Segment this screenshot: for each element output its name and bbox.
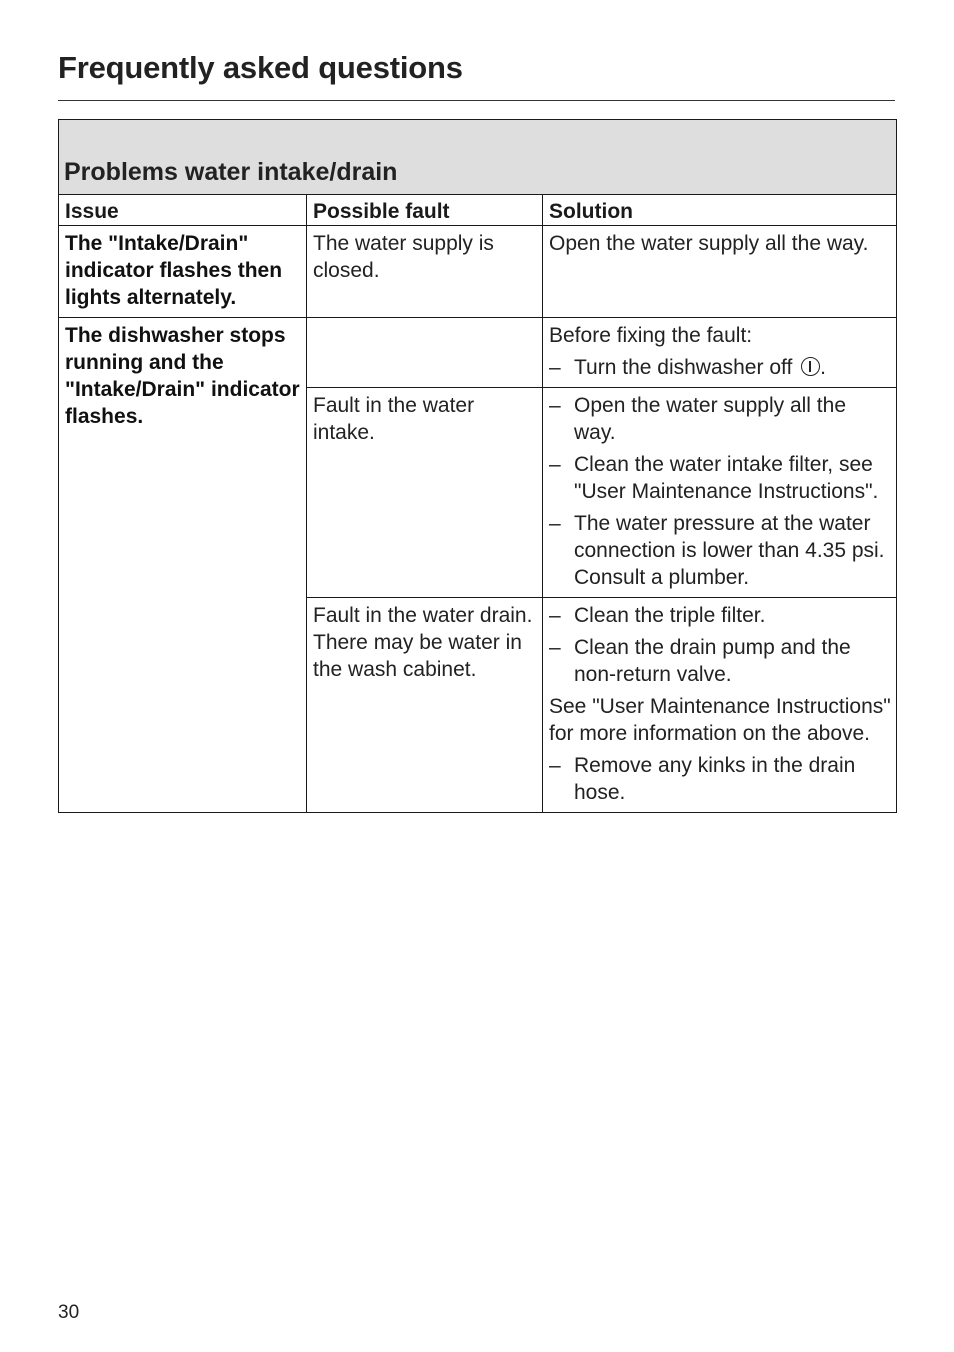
dash-bullet: – <box>549 356 561 379</box>
dash-bullet: – <box>549 604 561 627</box>
table-row <box>59 226 897 318</box>
list-item-text: Turn the dishwasher off <box>574 356 793 379</box>
section-header-row <box>59 120 897 195</box>
page-title: Frequently asked questions <box>58 50 463 85</box>
column-header-issue: Issue <box>59 195 307 226</box>
dash-bullet: – <box>549 394 561 417</box>
solution-list <box>549 752 891 806</box>
solution-cell <box>543 318 897 388</box>
issue-cell: The "Intake/Drain" indicator flashes then lights alternately. <box>59 226 307 318</box>
solution-list <box>549 602 891 688</box>
dash-bullet: – <box>549 754 561 777</box>
solution-list <box>549 392 891 591</box>
faq-table <box>58 119 897 813</box>
list-item <box>549 451 891 505</box>
list-item <box>549 510 891 591</box>
solution-intro: Before fixing the fault: <box>549 324 753 347</box>
list-item-text: Clean the triple filter. <box>574 604 766 627</box>
fault-line: There may be water in the wash cabinet. <box>313 631 522 681</box>
list-item <box>549 354 891 381</box>
title-divider <box>58 100 895 101</box>
power-icon <box>801 357 820 376</box>
list-item-text: Clean the drain pump and the non-return valve. <box>574 636 851 686</box>
solution-list <box>549 354 891 381</box>
solution-note: See "User Maintenance Instructions" for more information on the above. <box>549 695 891 745</box>
solution-cell <box>543 598 897 813</box>
section-title: Problems water intake/drain <box>59 120 897 195</box>
page-number: 30 <box>58 1302 80 1323</box>
fault-cell: The water supply is closed. <box>307 226 543 318</box>
list-item <box>549 752 891 806</box>
list-item <box>549 392 891 446</box>
list-item-period: . <box>820 356 826 379</box>
list-item-text: Open the water supply all the way. <box>574 394 846 444</box>
fault-line: Fault in the water drain. <box>313 604 533 627</box>
column-header-fault: Possible fault <box>307 195 543 226</box>
solution-cell: Open the water supply all the way. <box>543 226 897 318</box>
list-item-text: Clean the water intake filter, see "User Maintenance Instructions". <box>574 453 879 503</box>
list-item <box>549 602 891 629</box>
dash-bullet: – <box>549 453 561 476</box>
list-item-text: Remove any kinks in the drain hose. <box>574 754 856 804</box>
solution-cell <box>543 388 897 598</box>
column-header-solution: Solution <box>543 195 897 226</box>
issue-cell: The dishwasher stops running and the "Intake/Drain" indicator flashes. <box>59 318 307 813</box>
fault-cell-empty <box>307 318 543 388</box>
list-item <box>549 634 891 688</box>
column-header-row <box>59 195 897 226</box>
fault-cell: Fault in the water intake. <box>307 388 543 598</box>
dash-bullet: – <box>549 512 561 535</box>
table-row <box>59 318 897 388</box>
dash-bullet: – <box>549 636 561 659</box>
fault-cell <box>307 598 543 813</box>
list-item-text: The water pressure at the water connection is lower than 4.35 psi. Consult a plumber. <box>574 512 885 589</box>
